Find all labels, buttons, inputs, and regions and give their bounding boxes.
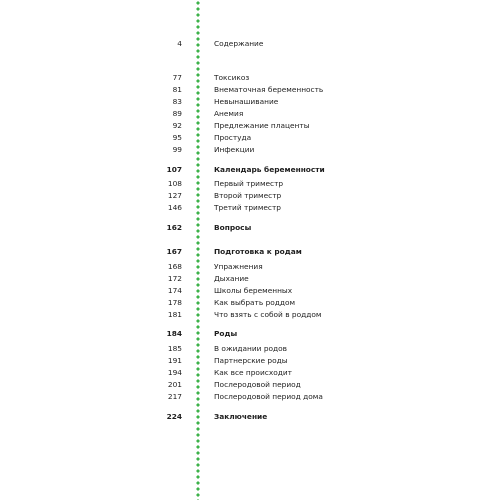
toc-page-number: 168 xyxy=(167,262,182,271)
toc-title: Внематочная беременность xyxy=(214,85,324,94)
toc-page-number: 184 xyxy=(166,329,182,338)
toc-page-number: 92 xyxy=(172,121,182,130)
toc-entry[interactable] xyxy=(0,309,500,321)
toc-title: В ожидании родов xyxy=(214,344,288,353)
toc-entry[interactable] xyxy=(0,38,500,50)
toc-page-number: 99 xyxy=(172,145,182,154)
toc-entry[interactable] xyxy=(0,190,500,202)
toc-title: Послеродовой период дома xyxy=(214,392,323,401)
toc-title: Вопросы xyxy=(214,223,252,232)
toc-page-number: 185 xyxy=(167,344,182,353)
toc-title: Заключение xyxy=(214,412,268,421)
toc-page-number: 4 xyxy=(177,39,182,48)
toc-title: Токсикоз xyxy=(214,73,250,82)
toc-entry[interactable] xyxy=(0,391,500,403)
toc-page-number: 83 xyxy=(172,97,182,106)
toc-page-number: 127 xyxy=(167,191,182,200)
toc-title: Подготовка к родам xyxy=(214,247,302,256)
toc-page-number: 77 xyxy=(172,73,182,82)
toc-page-number: 194 xyxy=(167,368,182,377)
toc-page-number: 217 xyxy=(167,392,182,401)
toc-entry[interactable] xyxy=(0,355,500,367)
toc-entry[interactable] xyxy=(0,285,500,297)
toc-entry[interactable] xyxy=(0,273,500,285)
toc-page-number: 108 xyxy=(167,179,182,188)
toc-page-number: 181 xyxy=(167,310,182,319)
toc-page-number: 81 xyxy=(172,85,182,94)
toc-title: Как все происходит xyxy=(214,368,292,377)
toc-title: Содержание xyxy=(214,39,264,48)
toc-entry[interactable] xyxy=(0,367,500,379)
toc-entry[interactable] xyxy=(0,96,500,108)
toc-page-number: 146 xyxy=(167,203,182,212)
toc-entry[interactable] xyxy=(0,411,500,423)
toc-title: Невынашивание xyxy=(214,97,279,106)
toc-entry[interactable] xyxy=(0,132,500,144)
toc-entry[interactable] xyxy=(0,164,500,176)
toc-title: Дыхание xyxy=(214,274,249,283)
toc-title: Послеродовой период xyxy=(214,380,301,389)
toc-title: Как выбрать роддом xyxy=(214,298,296,307)
toc-entry[interactable] xyxy=(0,178,500,190)
toc-title: Что взять с собой в роддом xyxy=(214,310,322,319)
toc-title: Предлежание плаценты xyxy=(214,121,310,130)
toc-title: Третий триместр xyxy=(214,203,281,212)
toc-title: Роды xyxy=(214,329,238,338)
toc-page-number: 95 xyxy=(172,133,182,142)
toc-entry[interactable] xyxy=(0,84,500,96)
toc-page-number: 201 xyxy=(167,380,182,389)
toc-page-number: 167 xyxy=(166,247,182,256)
toc-title: Второй триместр xyxy=(214,191,282,200)
toc-entry[interactable] xyxy=(0,328,500,340)
toc-entry[interactable] xyxy=(0,246,500,258)
toc-title: Анемия xyxy=(214,109,244,118)
toc-title: Партнерские роды xyxy=(214,356,288,365)
toc-entry[interactable] xyxy=(0,108,500,120)
toc-entry[interactable] xyxy=(0,222,500,234)
toc-title: Упражнения xyxy=(214,262,263,271)
toc-entry[interactable] xyxy=(0,261,500,273)
toc-page-number: 89 xyxy=(172,109,182,118)
toc-title: Школы беременных xyxy=(214,286,293,295)
toc-entry[interactable] xyxy=(0,297,500,309)
toc-entry[interactable] xyxy=(0,144,500,156)
toc-page-number: 107 xyxy=(166,165,182,174)
toc-title: Календарь беременности xyxy=(214,165,325,174)
toc-title: Простуда xyxy=(214,133,252,142)
toc-page-number: 174 xyxy=(167,286,182,295)
toc-entry[interactable] xyxy=(0,379,500,391)
toc-entry[interactable] xyxy=(0,343,500,355)
toc-entry[interactable] xyxy=(0,72,500,84)
toc-entry[interactable] xyxy=(0,202,500,214)
toc-entry[interactable] xyxy=(0,120,500,132)
toc-title: Первый триместр xyxy=(214,179,284,188)
toc-page-number: 172 xyxy=(167,274,182,283)
toc-page-number: 162 xyxy=(166,223,182,232)
toc-page-number: 178 xyxy=(167,298,182,307)
toc-page-number: 224 xyxy=(166,412,182,421)
toc-title: Инфекции xyxy=(214,145,255,154)
toc-page-number: 191 xyxy=(167,356,182,365)
